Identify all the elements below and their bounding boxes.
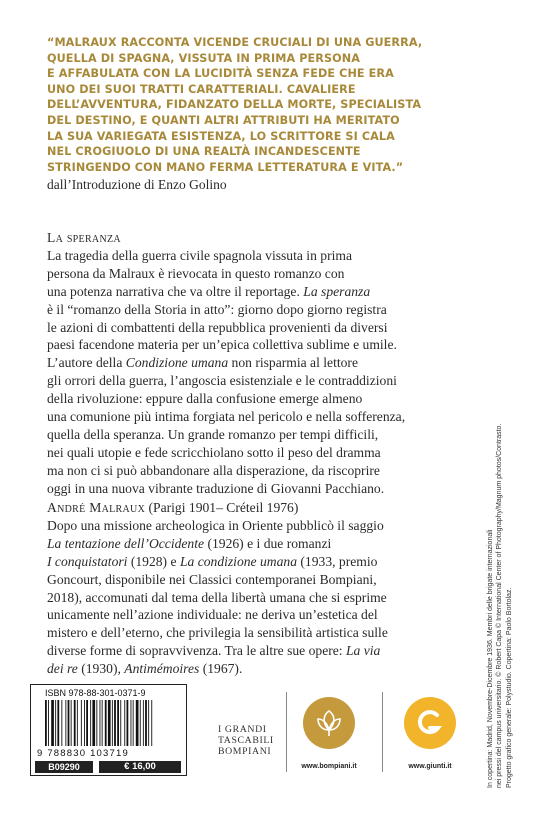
description-line: una comunione più intima forgiata nel pericolo e nella sofferenza, (47, 409, 406, 425)
giunti-url: www.giunti.it (408, 763, 452, 770)
description-line: una potenza narrativa che va oltre il reportage. La speranza (47, 283, 371, 299)
description-line: della rivoluzione: eppure dalla confusione emerge almeno (47, 391, 363, 407)
author-bio (47, 499, 487, 678)
product-code: B09290 (35, 761, 93, 773)
description-line: paesi facendone materia per un’epica collettiva sublime e umile. (47, 337, 397, 353)
bio-line: Goncourt, disponibile nei Classici contemporanei Bompiani, (47, 571, 377, 587)
description-line: oggi in una nuova vibrante traduzione di Giovanni Pacchiano. (47, 480, 385, 496)
quote-line: DELL’AVVENTURA, FIDANZATO DELLA MORTE, SPECIALISTA (47, 98, 422, 112)
bio-line: diverse forme di sopravvivenza. Tra le altre sue opere: La via (47, 643, 381, 659)
quote-attribution: dall’Introduzione di Enzo Golino (47, 177, 227, 192)
bio-line: dei re (1930), Antimémoires (1967). (47, 661, 243, 677)
description-line: nei quali utopie e fede scricchiolano sotto il peso del dramma (47, 444, 381, 460)
bio-line: 2018), accomunati dal tema della libertà umana che si esprime (47, 589, 387, 605)
book-title-heading: La speranza (47, 230, 121, 245)
isbn: ISBN 978-88-301-0371-9 (45, 688, 146, 698)
quote-line: UNO DEI SUOI TRATTI CARATTERIALI. CAVALIERE (47, 82, 356, 96)
bompiani-logo-icon (303, 697, 355, 749)
quote-line: LA SUA VARIEGATA ESISTENZA, LO SCRITTORE SI CALA (47, 129, 395, 143)
author-name: André Malraux (47, 500, 146, 515)
description-line: le azioni di combattenti della repubblica provenienti da diversi (47, 319, 388, 335)
barcode-image (45, 700, 173, 746)
book-description (47, 229, 487, 498)
quote-line: DEL DESTINO, E QUANTI ALTRI ATTRIBUTI HA MERITATO (47, 113, 400, 127)
bio-line: unicamente nell’azione individuale: ne deriva un’estetica del (47, 607, 378, 623)
bio-line: Dopo una missione archeologica in Oriente pubblicò il saggio (47, 517, 384, 533)
bio-line: mistero e dell’eterno, che privilegia la sensibilità artistica sulle (47, 625, 388, 641)
description-line: persona da Malraux è rievocata in questo romanzo con (47, 265, 345, 281)
quote-line: STRINGENDO CON MANO FERMA LETTERATURA E VITA.” (47, 160, 404, 174)
divider (382, 692, 383, 772)
quote-line: “MALRAUX RACCONTA VICENDE CRUCIALI DI UNA GUERRA, (47, 36, 423, 49)
book-title-italic: La speranza (303, 283, 371, 299)
giunti-logo-icon (404, 697, 456, 749)
quote-line: QUELLA DI SPAGNA, VISSUTA IN PRIMA PERSONA (47, 51, 360, 65)
bompiani-url: www.bompiani.it (301, 763, 357, 770)
divider (286, 692, 287, 772)
series-name: I GRANDI TASCABILI BOMPIANI (218, 724, 274, 757)
description-line: La tragedia della guerra civile spagnola vissuta in prima (47, 247, 352, 263)
author-heading-line (47, 499, 487, 517)
description-line: ma non ci si può abbandonare alla disperazione, da riscoprire (47, 462, 380, 478)
description-line: L’autore della Condizione umana non risparmia al lettore (47, 355, 358, 371)
description-line: è il “romanzo della Storia in atto”: giorno dopo giorno registra (47, 301, 387, 317)
book-title-italic: Condizione umana (125, 355, 229, 371)
quote-line: NEL CROGIUOLO DI UNA REALTÀ INCANDESCENTE (47, 145, 361, 159)
cover-credits: In copertina: Madrid, Novembre-Dicembre 1936. Membri delle brigate internazionali nei pressi del campus universitario. © Robert Capa © International Center of Photography/Magnum photos/Contrasto. Progetto grafico generale: Polystudio. Copertina: Paolo Bortolaz. (487, 423, 513, 788)
bio-line: La tentazione dell’Occidente (1926) e i due romanzi (47, 535, 332, 551)
price: € 16,00 (99, 761, 181, 773)
barcode-box (30, 684, 187, 776)
bio-line: I conquistatori (1928) e La condizione umana (1933, premio (47, 553, 378, 569)
back-cover-quote (47, 35, 477, 175)
description-line: quella della speranza. Un grande romanzo per tempi difficili, (47, 426, 379, 442)
footer (30, 672, 480, 777)
description-line: gli orrori della guerra, l’angoscia esistenziale e le contraddizioni (47, 373, 397, 389)
author-dates: (Parigi 1901– Créteil 1976) (148, 500, 299, 515)
quote-line: E AFFABULATA CON LA LUCIDITÀ SENZA FEDE CHE ERA (47, 67, 394, 81)
barcode-number: 9 788830 103719 (37, 748, 129, 759)
